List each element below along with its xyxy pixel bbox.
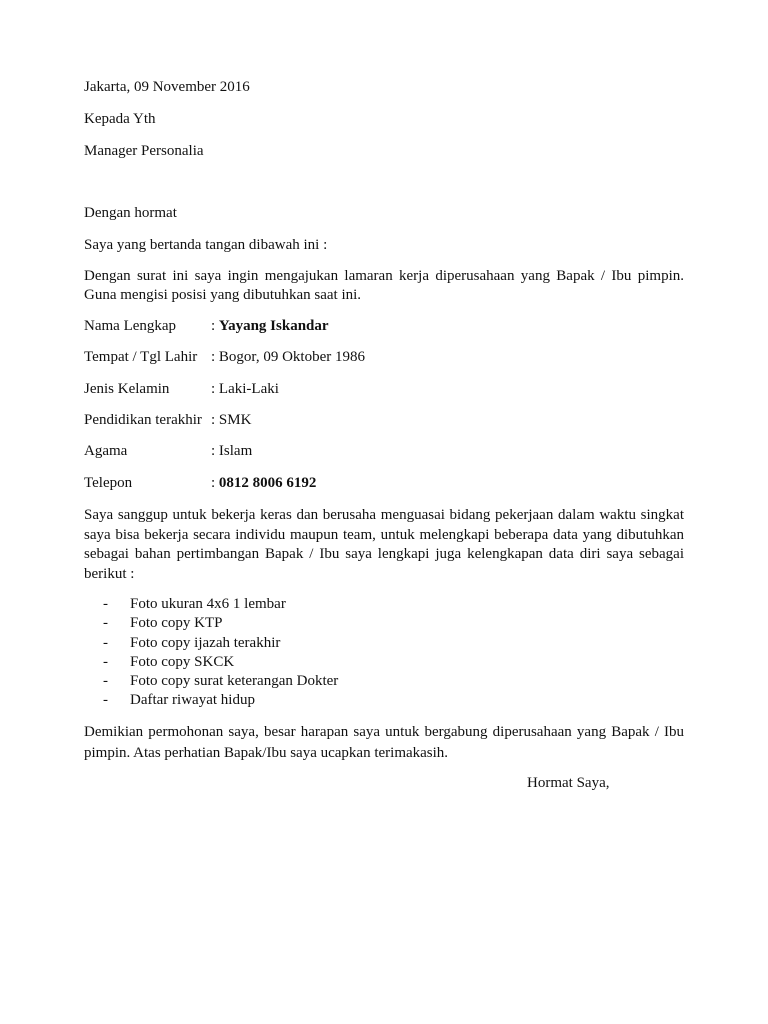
detail-value: : [211,318,219,334]
list-item [103,672,338,691]
recipient-line-1: Kepada Yth [84,111,156,127]
detail-row-education [84,411,251,430]
list-item [103,614,338,633]
list-item-text: Foto copy SKCK [130,653,235,670]
detail-value: : [211,475,219,491]
detail-value: : Laki-Laki [211,381,279,397]
list-item-text: Foto copy KTP [130,615,223,632]
detail-row-phone [84,474,316,493]
list-item-text: Foto ukuran 4x6 1 lembar [130,596,286,612]
purpose-paragraph: Dengan surat ini saya ingin mengajukan lamaran kerja diperusahaan yang Bapak / Ibu pimpin. Guna mengisi posisi yang dibutuhkan saat ini. [84,268,684,303]
list-item-text: Foto copy ijazah terakhir [130,634,281,651]
detail-value: : Islam [211,443,253,459]
detail-label: Telepon [84,475,133,491]
place-date: Jakarta, 09 November 2016 [84,79,250,95]
salutation: Dengan hormat [84,205,177,221]
bullet-marker: - [103,634,108,651]
intro-text: Saya yang bertanda tangan dibawah ini : [84,237,328,253]
list-item [103,691,338,710]
detail-label: Nama Lengkap [84,318,177,334]
detail-value: : Bogor, 09 Oktober 1986 [211,349,365,365]
attachments-list [103,595,338,711]
detail-row-birth [84,348,365,367]
bullet-marker: - [103,615,108,632]
recipient-line-2: Manager Personalia [84,143,204,159]
list-item [103,653,338,672]
bullet-marker: - [103,673,108,690]
list-item [103,595,338,614]
bullet-marker: - [103,653,108,670]
detail-label: Tempat / Tgl Lahir [84,349,198,365]
detail-row-religion [84,442,252,461]
list-item-text: Daftar riwayat hidup [130,692,255,709]
detail-label: Jenis Kelamin [84,381,170,397]
detail-value-bold: 0812 8006 6192 [218,475,317,491]
detail-row-gender [84,380,279,399]
closing-paragraph: Demikian permohonan saya, besar harapan saya untuk bergabung diperusahaan yang Bapak / Ibu pimpin. Atas perhatian Bapak/Ibu saya ucapkan terimakasih. [84,724,684,761]
commitment-paragraph: Saya sanggup untuk bekerja keras dan berusaha menguasai bidang pekerjaan dalam waktu singkat saya bisa bekerja secara individu maupun team, untuk melengkapi beberapa data yang dibutuhkan sebagai bahan pertimbangan Bapak / Ibu saya lengkapi juga kelengkapan data diri saya sebagai berikut : [84,507,684,582]
list-item-text: Foto copy surat keterangan Dokter [130,673,339,690]
sign-off: Hormat Saya, [527,775,610,791]
detail-value-bold: Yayang Iskandar [218,318,329,334]
list-item [103,634,338,653]
detail-label: Agama [84,443,128,459]
bullet-marker: - [103,692,108,709]
detail-value: : SMK [211,412,252,428]
detail-label: Pendidikan terakhir [84,412,202,428]
bullet-marker: - [103,596,108,612]
detail-row-name [84,317,329,336]
